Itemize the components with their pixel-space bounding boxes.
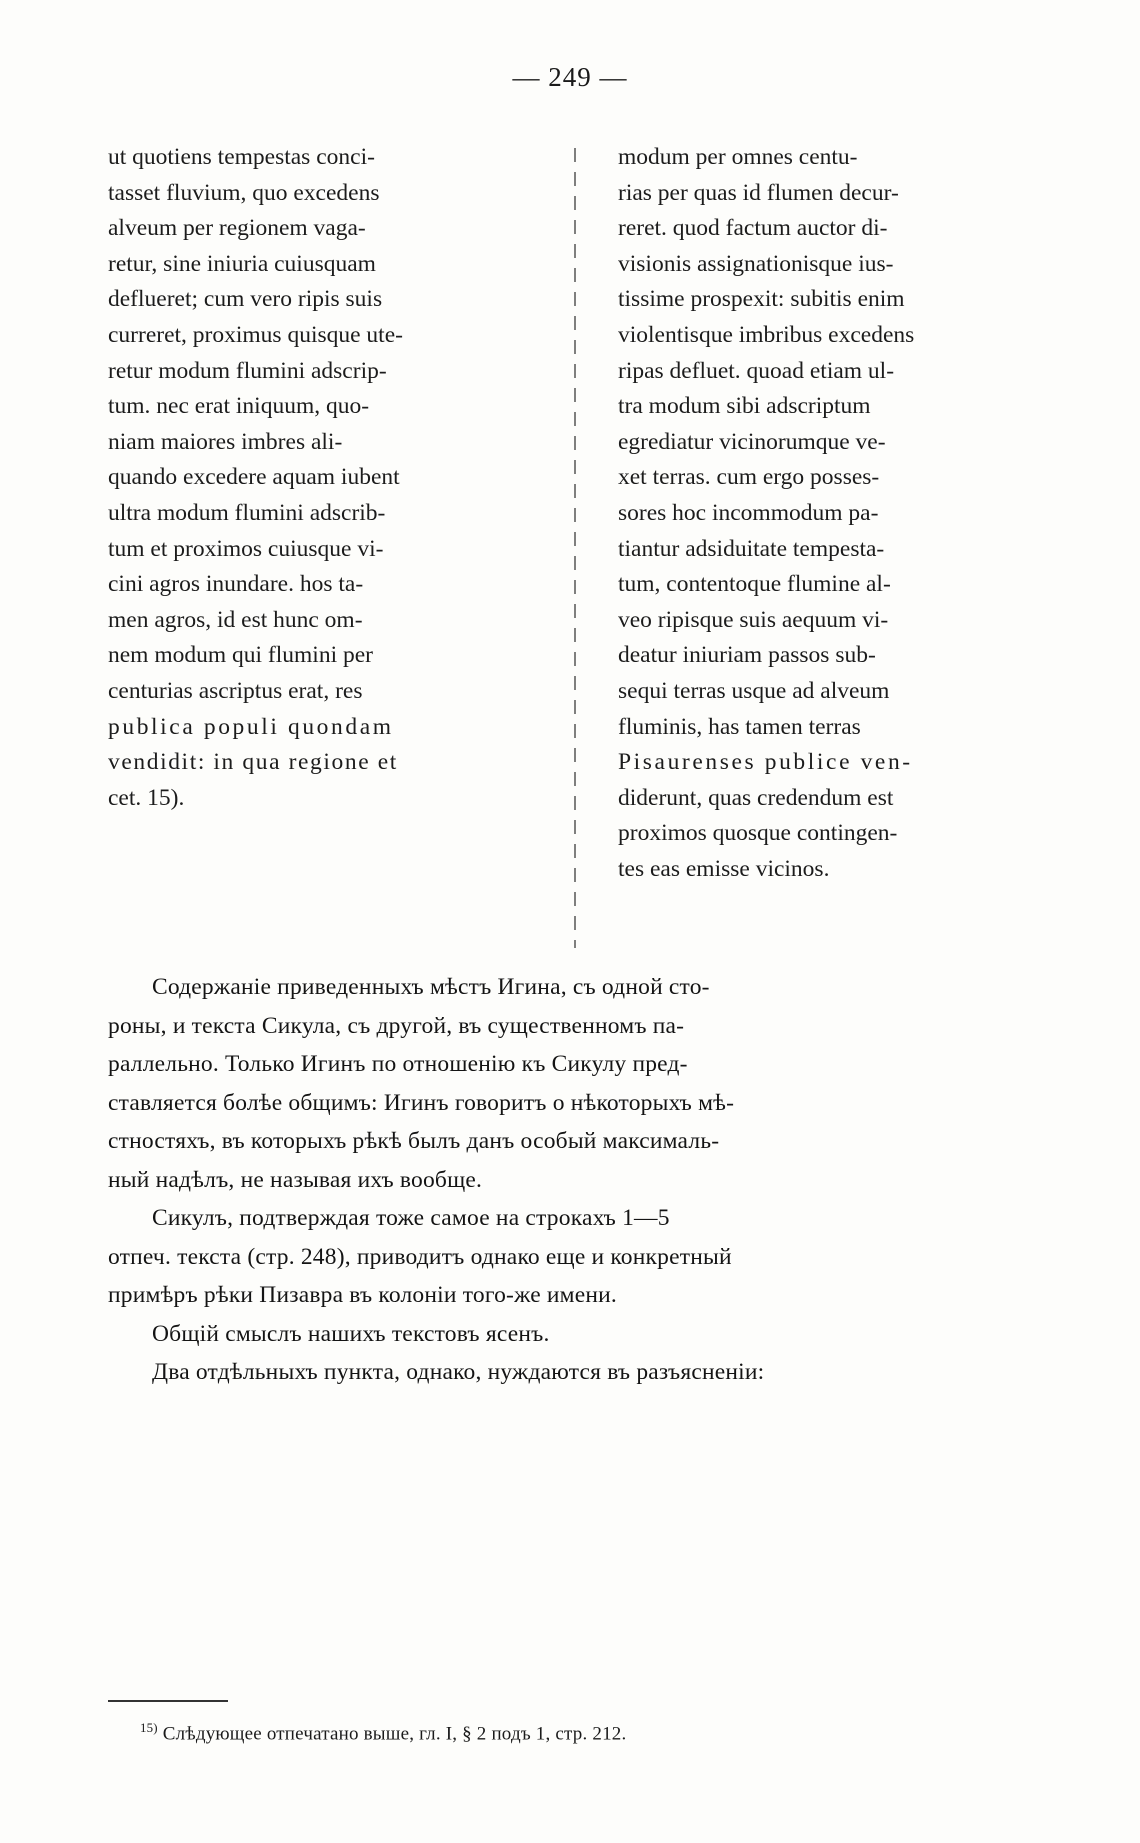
text-line: publica populi quondam (108, 713, 394, 740)
page-number: — 249 — (512, 62, 628, 92)
text-line: ный надѣлъ, не называя ихъ вообще. (108, 1166, 483, 1193)
text-line: cini agros inundare. hos ta- (108, 571, 364, 598)
latin-left-paragraph (108, 140, 520, 816)
text-line: centurias ascriptus erat, res (108, 677, 363, 704)
latin-right-paragraph (618, 140, 1030, 887)
text-line: sores hoc incommodum pa- (618, 499, 879, 526)
text-line: proximos quosque contingen- (618, 820, 898, 847)
text-line: стностяхъ, въ которыхъ рѣкѣ былъ данъ особый максималь- (108, 1128, 720, 1154)
text-line: diderunt, quas credendum est (618, 784, 894, 811)
text-line: deflueret; cum vero ripis suis (108, 286, 383, 313)
text-line: отпеч. текста (стр. 248), приводитъ однако еще и конкретный (108, 1243, 732, 1270)
text-line: примѣръ рѣки Пизавра въ колоніи того-же имени. (108, 1282, 618, 1308)
text-line: Содержаніе приведенныхъ мѣстъ Игина, съ одной сто- (152, 974, 710, 1000)
text-line: quando excedere aquam iubent (108, 464, 400, 491)
text-line: fluminis, has tamen terras (618, 713, 861, 740)
text-line: tes eas emisse vicinos. (618, 855, 830, 882)
text-line: violentisque imbribus excedens (618, 321, 915, 348)
paragraph-4 (108, 1353, 1038, 1392)
text-line: sequi terras usque ad alveum (618, 677, 890, 704)
text-line: ripas defluet. quoad etiam ul- (618, 357, 895, 384)
russian-body-text (108, 968, 1038, 1392)
footnote-separator-rule (108, 1700, 228, 1702)
text-line: роны, и текста Сикула, съ другой, въ существенномъ па- (108, 1012, 685, 1039)
latin-column-left (108, 140, 520, 816)
text-line: rias per quas id flumen decur- (618, 179, 899, 206)
text-line: tiantur adsiduitate tempesta- (618, 535, 885, 562)
paragraph-3 (108, 1315, 1038, 1354)
text-line: egrediatur vicinorumque ve- (618, 428, 886, 455)
text-line: ultra modum flumini adscrib- (108, 499, 386, 526)
text-line: men agros, id est hunc om- (108, 606, 363, 633)
text-line: tissime prospexit: subitis enim (618, 286, 905, 313)
text-line: veo ripisque suis aequum vi- (618, 606, 889, 633)
text-line: nem modum qui flumini per (108, 642, 373, 669)
text-line: tum. nec erat iniquum, quo- (108, 393, 370, 420)
two-column-latin-block (108, 140, 1038, 955)
text-line: ставляется болѣе общимъ: Игинъ говоритъ о нѣкоторыхъ мѣ- (108, 1089, 735, 1116)
text-line: Pisaurenses publice ven- (618, 749, 913, 776)
text-line: vendidit: in qua regione et (108, 749, 398, 776)
text-line: retur modum flumini adscrip- (108, 357, 387, 384)
text-line: modum per omnes centu- (618, 144, 858, 170)
text-line: niam maiores imbres ali- (108, 428, 343, 455)
text-line: reret. quod factum auctor di- (618, 215, 888, 242)
text-line: tum, contentoque flumine al- (618, 571, 891, 598)
text-line: retur, sine iniuria cuiusquam (108, 250, 376, 277)
footnote-text: Слѣдующее отпечатано выше, гл. I, § 2 подъ 1, стр. 212. (157, 1723, 627, 1745)
paragraph-1 (108, 968, 1038, 1199)
text-line: ut quotiens tempestas conci- (108, 144, 375, 170)
paragraph-2 (108, 1199, 1038, 1315)
text-line: visionis assignationisque ius- (618, 250, 894, 277)
text-line: deatur iniuriam passos sub- (618, 642, 876, 669)
text-line: Два отдѣльныхъ пункта, однако, нуждаются въ разъясненіи: (152, 1359, 765, 1385)
text-line: alveum per regionem vaga- (108, 215, 366, 242)
text-line-footnote-ref: cet. 15). (108, 784, 185, 811)
text-line: tum et proximos cuiusque vi- (108, 535, 384, 562)
text-line: Общій смыслъ нашихъ текстовъ ясенъ. (152, 1320, 550, 1347)
latin-column-right (618, 140, 1030, 887)
text-line: Сикулъ, подтверждая тоже самое на строкахъ 1—5 (152, 1205, 670, 1231)
footnote (140, 1715, 1040, 1747)
text-line: curreret, proximus quisque ute- (108, 321, 403, 348)
text-line: раллельно. Только Игинъ по отношенію къ Сикулу пред- (108, 1051, 688, 1077)
text-line: tasset fluvium, quo excedens (108, 179, 380, 206)
column-divider-rule (574, 148, 576, 948)
text-line: xet terras. cum ergo posses- (618, 464, 880, 491)
text-line: tra modum sibi adscriptum (618, 393, 871, 420)
footnote-marker: 15) (140, 1720, 158, 1735)
